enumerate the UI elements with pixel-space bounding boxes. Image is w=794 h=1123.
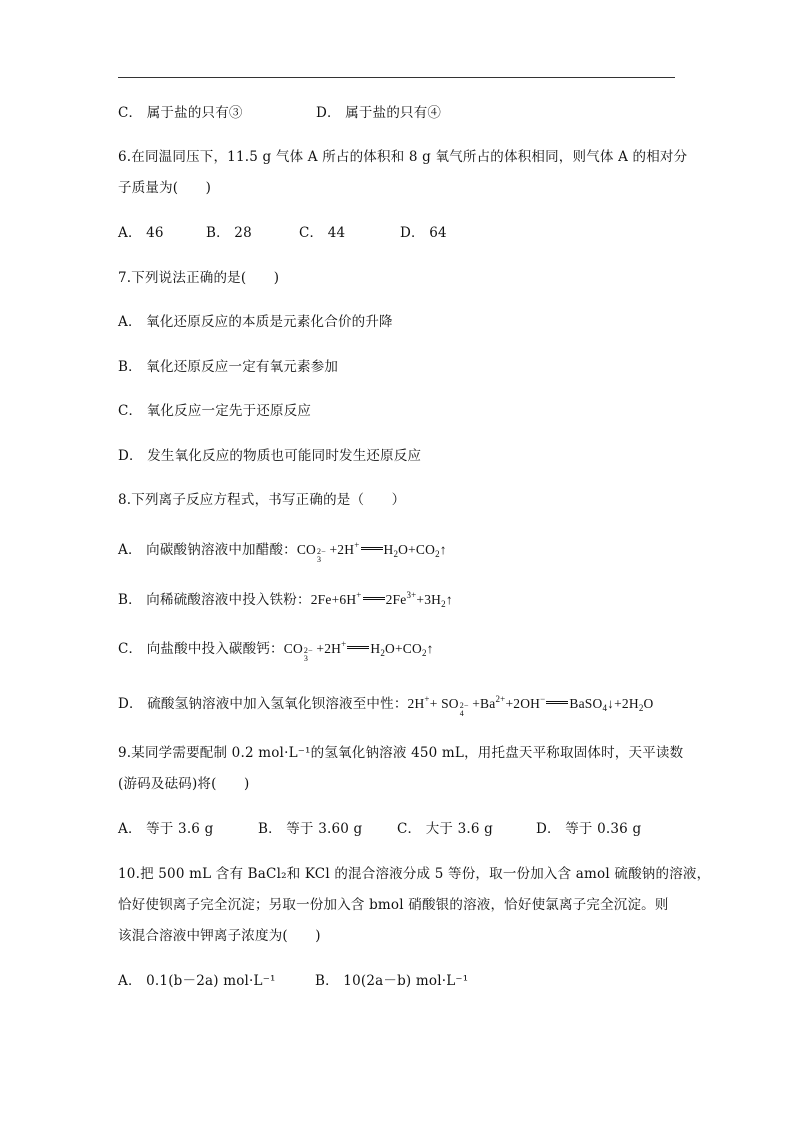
q9-option-c[interactable]: C． 大于 3.6 g	[397, 821, 494, 837]
q8-option-a[interactable]	[118, 541, 447, 564]
q6-option-b[interactable]: B． 28	[206, 225, 252, 241]
q7-option-b[interactable]: B． 氧化还原反应一定有氧元素参加	[118, 359, 339, 375]
q8-option-c[interactable]	[118, 640, 434, 663]
q6-option-a[interactable]: A． 46	[118, 225, 164, 241]
q8-stem: 8.下列离子反应方程式，书写正确的是（ ）	[118, 492, 406, 508]
q7-stem: 7.下列说法正确的是( )	[118, 270, 280, 286]
q10-option-a[interactable]: A． 0.1(b－2a) mol·L⁻¹	[118, 973, 276, 989]
q8-option-c-label: C． 向盐酸中投入碳酸钙：	[118, 641, 284, 657]
q8-option-b-label: B． 向稀硫酸溶液中投入铁粉：	[118, 592, 311, 608]
q8-option-b-equation: 2Fe+6H+ $2Fe^{3+}+3H_2↑$	[310, 590, 453, 609]
q8-option-d-label: D． 硫酸氢钠溶液中加入氢氧化钡溶液至中性：	[118, 696, 408, 712]
q7-option-a[interactable]: A． 氧化还原反应的本质是元素化合价的升降	[118, 314, 393, 330]
q9-option-d[interactable]: D． 等于 0.36 g	[536, 821, 642, 837]
q8-option-b[interactable]	[118, 591, 453, 609]
q10-stem-line1: 10.把 500 mL 含有 BaCl₂和 KCl 的混合溶液分成 5 等份，取一份加入含 amol 硫酸钠的溶液，	[118, 866, 711, 882]
q7-option-d[interactable]: D． 发生氧化反应的物质也可能同时发生还原反应	[118, 448, 422, 464]
q8-option-a-equation: CO 2− 3 +2H+ $H_2O+CO_2↑$	[296, 540, 447, 564]
q9-options	[118, 820, 642, 838]
q5-option-d[interactable]: D． 属于盐的只有④	[316, 105, 442, 121]
q6-stem-line1: 6.在同温同压下，11.5 g 气体 A 所占的体积和 8 g 氧气所占的体积相同，则气体 A 的相对分	[118, 149, 688, 165]
q5-options	[118, 104, 442, 122]
q10-stem-line2: 恰好使钡离子完全沉淀；另取一份加入含 bmol 硝酸银的溶液，恰好使氯离子完全沉淀。则	[118, 897, 669, 913]
q9-stem-line1: 9.某同学需要配制 0.2 mol·L⁻¹的氢氧化钠溶液 450 mL，用托盘天平称取固体时，天平读数	[118, 745, 684, 761]
q6-stem-line2: 子质量为( )	[118, 180, 212, 196]
q9-option-a[interactable]: A． 等于 3.6 g	[118, 821, 214, 837]
q5-option-c[interactable]: C． 属于盐的只有③	[118, 105, 243, 121]
q10-option-b[interactable]: B． 10(2a－b) mol·L⁻¹	[315, 973, 469, 989]
q8-option-a-label: A． 向碳酸钠溶液中加醋酸：	[118, 542, 297, 558]
q9-stem-line2: (游码及砝码)将( )	[118, 776, 250, 792]
q6-option-d[interactable]: D． 64	[400, 225, 447, 241]
header-rule	[118, 77, 675, 78]
q8-option-c-equation: CO 2− 3 +2H+ $H_2O+CO_2↑$	[283, 639, 434, 663]
q7-option-c[interactable]: C． 氧化反应一定先于还原反应	[118, 403, 312, 419]
q6-options	[118, 224, 447, 242]
q8-option-d[interactable]	[118, 695, 654, 718]
q10-options	[118, 972, 469, 990]
q10-stem-line3: 该混合溶液中钾离子浓度为( )	[118, 928, 321, 944]
q8-option-d-equation: 2H++ SO 2− 4 $+Ba^{2+}+2OH^-$ $BaSO_4↓+2H_2O$	[407, 694, 654, 718]
q6-option-c[interactable]: C． 44	[299, 225, 346, 241]
q9-option-b[interactable]: B． 等于 3.60 g	[258, 821, 363, 837]
